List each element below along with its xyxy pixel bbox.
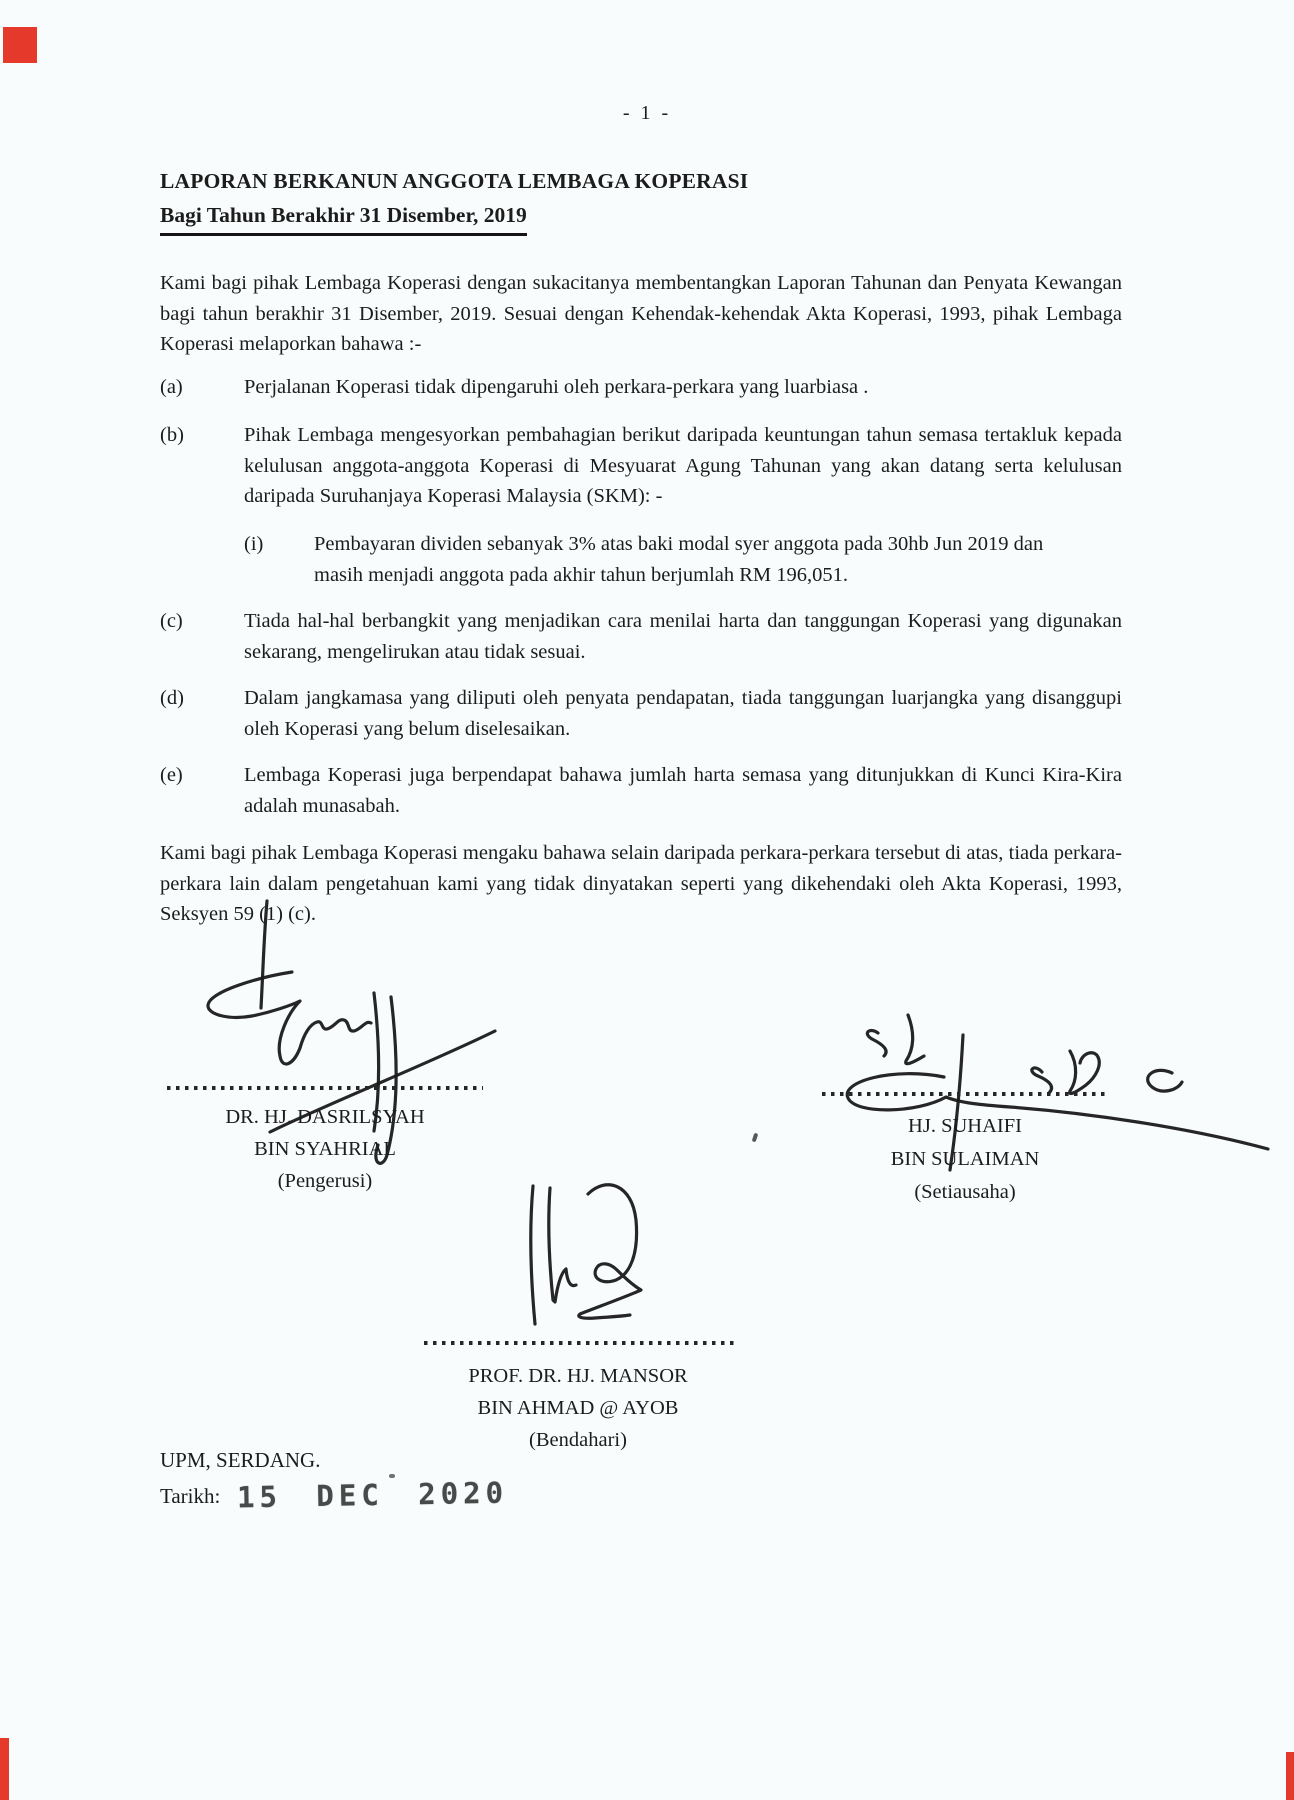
list-item-text: Dalam jangkamasa yang diliputi oleh penyata pendapatan, tiada tanggungan luarjangka yang disanggupi oleh Koperasi yang belum diselesaikan.: [244, 687, 1122, 740]
list-item-label: (b): [160, 424, 184, 446]
document-title: LAPORAN BERKANUN ANGGOTA LEMBAGA KOPERASI: [160, 169, 749, 193]
signatory-pengerusi: [137, 1101, 513, 1197]
list-item-label: (c): [160, 610, 183, 632]
list-item-e: [160, 760, 1122, 821]
signatory-role: (Setiausaha): [914, 1181, 1016, 1203]
list-subitem-i: [244, 529, 1044, 590]
list-item-text: Pihak Lembaga mengesyorkan pembahagian berikut daripada keuntungan tahun semasa tertakluk kepada kelulusan anggota-anggota Koperasi di Mesyuarat Agung Tahunan yang akan datang serta kelulusan daripada Suruhanjaya Koperasi Malaysia (SKM): -: [244, 424, 1122, 507]
list-item-text: Lembaga Koperasi juga berpendapat bahawa jumlah harta semasa yang ditunjukkan di Kunci Kira-Kira adalah munasabah.: [244, 764, 1122, 817]
closing-paragraph: Kami bagi pihak Lembaga Koperasi mengaku bahawa selain daripada perkara-perkara tersebut di atas, tiada perkara-perkara lain dalam pengetahuan kami yang tidak dinyatakan seperti yang dikehendaki oleh Akta Koperasi, 1993, Seksyen 59 (1) (c).: [160, 842, 1122, 925]
scan-artifact-bottom-right: [1286, 1752, 1294, 1800]
list-item-d: [160, 683, 1122, 744]
signatory-name: BIN AHMAD @ AYOB: [477, 1397, 679, 1419]
signatory-name: BIN SYAHRIAL: [254, 1138, 396, 1160]
scan-artifact-bottom-left: [0, 1738, 9, 1800]
list-item-c: [160, 606, 1122, 667]
list-item-b: [160, 420, 1122, 512]
signature-line-bendahari: [424, 1341, 734, 1345]
document-subtitle: Bagi Tahun Berakhir 31 Disember, 2019: [160, 198, 527, 236]
signatory-name: HJ. SUHAIFI: [908, 1115, 1022, 1137]
list-item-label: (e): [160, 764, 183, 786]
list-item-a: [160, 372, 1122, 403]
list-item-text: Pembayaran dividen sebanyak 3% atas baki modal syer anggota pada 30hb Jun 2019 dan masih menjadi anggota pada akhir tahun berjumlah RM 196,051.: [314, 533, 1044, 586]
signatory-name: BIN SULAIMAN: [890, 1148, 1040, 1170]
date-stamp: 15 DEC 2020: [236, 1475, 509, 1515]
signatory-bendahari: [393, 1360, 763, 1456]
signature-line-pengerusi: [167, 1086, 483, 1090]
signatory-role: (Bendahari): [529, 1429, 627, 1451]
list-item-text: Perjalanan Koperasi tidak dipengaruhi oleh perkara-perkara yang luarbiasa .: [244, 376, 869, 398]
signatory-name: PROF. DR. HJ. MANSOR: [468, 1365, 688, 1387]
list-item-text: Tiada hal-hal berbangkit yang menjadikan cara menilai harta dan tanggungan Koperasi yang digunakan sekarang, mengelirukan atau tidak sesuai.: [244, 610, 1122, 663]
scan-artifact-top-left: [3, 27, 37, 63]
location-line: UPM, SERDANG.: [160, 1448, 321, 1472]
page-number: - 1 -: [622, 102, 672, 124]
signatory-name: DR. HJ. DASRILSYAH: [225, 1106, 425, 1128]
ink-speck: [752, 1133, 759, 1143]
signatory-setiausaha: [790, 1110, 1140, 1209]
list-item-label: (i): [244, 533, 264, 555]
list-item-label: (a): [160, 376, 183, 398]
intro-paragraph: Kami bagi pihak Lembaga Koperasi dengan sukacitanya membentangkan Laporan Tahunan dan Penyata Kewangan bagi tahun berakhir 31 Disember, 2019. Sesuai dengan Kehendak-kehendak Akta Koperasi, 1993, pihak Lembaga Koperasi melaporkan bahawa :-: [160, 272, 1122, 355]
date-label: Tarikh:: [160, 1484, 221, 1508]
signature-line-setiausaha: [822, 1092, 1107, 1096]
signature-bendahari: [500, 1176, 730, 1346]
title-block: [160, 164, 748, 236]
list-item-label: (d): [160, 687, 184, 709]
signatory-role: (Pengerusi): [277, 1170, 373, 1192]
